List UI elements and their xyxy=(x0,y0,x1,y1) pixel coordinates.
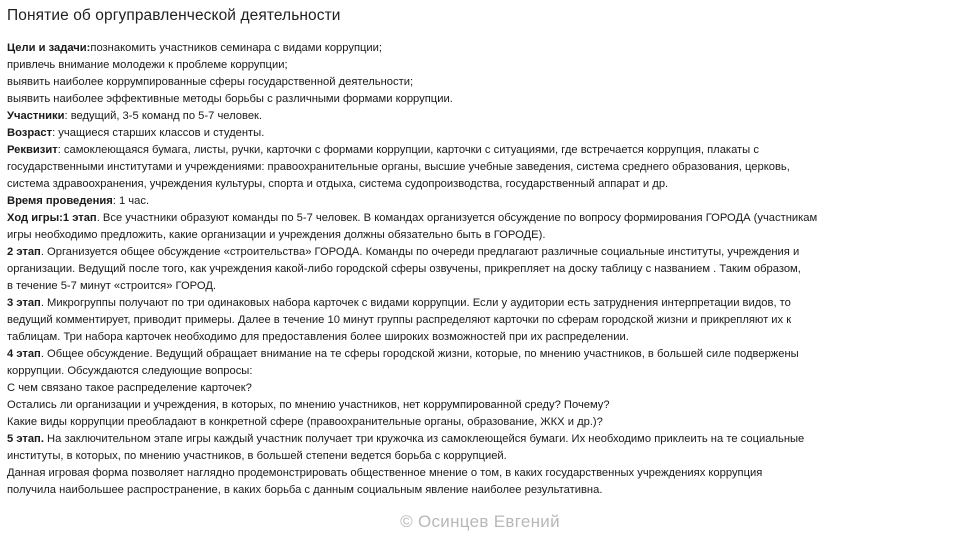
text-line xyxy=(7,397,947,414)
line-text: ведущий комментирует, приводит примеры. Далее в течение 10 минут группы распределяют карточки по сферам городской жизни и прикрепляют их к xyxy=(7,314,792,326)
text-line xyxy=(7,414,947,431)
line-text: Данная игровая форма позволяет наглядно продемонстрировать общественное мнение о том, в каких государственных учреждениях коррупция xyxy=(7,467,763,479)
line-text: С чем связано такое распределение карточек? xyxy=(7,382,252,394)
text-line xyxy=(7,312,947,329)
text-line xyxy=(7,125,947,142)
line-text: познакомить участников семинара с видами коррупции; xyxy=(90,42,383,54)
text-line xyxy=(7,329,947,346)
text-line xyxy=(7,108,947,125)
line-text: Какие виды коррупции преобладают в конкретной сфере (правоохранительные органы, образование, ЖКХ и др.)? xyxy=(7,416,603,428)
slide-title: Понятие об оргуправленческой деятельности xyxy=(7,7,341,24)
line-text: система здравоохранения, учреждения культуры, спорта и отдыха, система судопроизводства, государственный аппарат и др. xyxy=(7,178,669,190)
line-text: привлечь внимание молодежи к проблеме коррупции; xyxy=(7,59,288,71)
bold-label: 3 этап xyxy=(7,297,41,309)
bold-label: Время проведения xyxy=(7,195,113,207)
text-line xyxy=(7,465,947,482)
line-text: выявить наиболее эффективные методы борьбы с различными формами коррупции. xyxy=(7,93,453,105)
line-text: таблицам. Три набора карточек необходимо для предоставления более широких возможностей при их распределении. xyxy=(7,331,629,343)
text-line xyxy=(7,91,947,108)
line-text: институты, в которых, по мнению участников, в большей степени ведется борьба с коррупцией. xyxy=(7,450,507,462)
bold-label: Реквизит xyxy=(7,144,58,156)
line-text: : учащиеся старших классов и студенты. xyxy=(52,127,265,139)
text-line xyxy=(7,380,947,397)
line-text: в течение 5-7 минут «строится» ГОРОД. xyxy=(7,280,217,292)
line-text: . Организуется общее обсуждение «строительства» ГОРОДА. Команды по очереди предлагают различные социальные институты, учреждения и xyxy=(40,246,800,258)
line-text: : 1 час. xyxy=(112,195,150,207)
text-line xyxy=(7,40,947,57)
bold-label: Возраст xyxy=(7,127,53,139)
text-line xyxy=(7,227,947,244)
text-line xyxy=(7,176,947,193)
line-text: коррупции. Обсуждаются следующие вопросы: xyxy=(7,365,253,377)
text-line xyxy=(7,482,947,499)
text-line xyxy=(7,363,947,380)
text-line xyxy=(7,57,947,74)
bold-label: 5 этап. xyxy=(7,433,44,445)
line-text: . Микрогруппы получают по три одинаковых набора карточек с видами коррупции. Если у аудитории есть затруднения интерпретации видов, то xyxy=(40,297,791,309)
line-text: государственными институтами и учреждениями: правоохранительные органы, высшие учебные заведения, система среднего образования, церковь, xyxy=(7,161,790,173)
text-line xyxy=(7,431,947,448)
text-line xyxy=(7,159,947,176)
line-text: Остались ли организации и учреждения, в которых, по мнению участников, нет коррумпированной среду? Почему? xyxy=(7,399,610,411)
text-line xyxy=(7,244,947,261)
line-text: игры необходимо предложить, какие организации и учреждения должны обязательно быть в ГОРОДЕ). xyxy=(7,229,546,241)
line-text: . Общее обсуждение. Ведущий обращает внимание на те сферы городской жизни, которые, по мнению участников, в большей силе подвержены xyxy=(40,348,799,360)
text-line xyxy=(7,278,947,295)
text-line xyxy=(7,346,947,363)
text-line xyxy=(7,193,947,210)
line-text: получила наибольшее распространение, в каких борьба с данным социальным явление наиболее результативна. xyxy=(7,484,603,496)
text-line xyxy=(7,261,947,278)
line-text: На заключительном этапе игры каждый участник получает три кружочка из самоклеющейся бумаги. Их необходимо приклеить на те социальные xyxy=(43,433,805,445)
text-line xyxy=(7,210,947,227)
bold-label: Цели и задачи: xyxy=(7,42,91,54)
line-text: . Все участники образуют команды по 5-7 человек. В командах организуется обсуждение по вопросу формирования ГОРОДА (участникам xyxy=(96,212,818,224)
line-text: выявить наиболее коррумпированные сферы государственной деятельности; xyxy=(7,76,414,88)
line-text: : самоклеющаяся бумага, листы, ручки, карточки с формами коррупции, карточки с ситуациями, где встречается коррупция, плакаты с xyxy=(57,144,759,156)
author-footer: © Осинцев Евгений xyxy=(400,512,560,531)
text-line xyxy=(7,295,947,312)
text-line xyxy=(7,142,947,159)
line-text: организации. Ведущий после того, как учреждения какой-либо городской сферы озвучены, прикрепляет на доску таблицу с названием . Таким образом, xyxy=(7,263,801,275)
bold-label: 2 этап xyxy=(7,246,41,258)
bold-label: 4 этап xyxy=(7,348,41,360)
text-line xyxy=(7,448,947,465)
bold-label: Ход игры:1 этап xyxy=(7,212,97,224)
bold-label: Участники xyxy=(7,110,65,122)
line-text: : ведущий, 3-5 команд по 5-7 человек. xyxy=(64,110,263,122)
text-line xyxy=(7,74,947,91)
slide-body xyxy=(7,40,947,499)
